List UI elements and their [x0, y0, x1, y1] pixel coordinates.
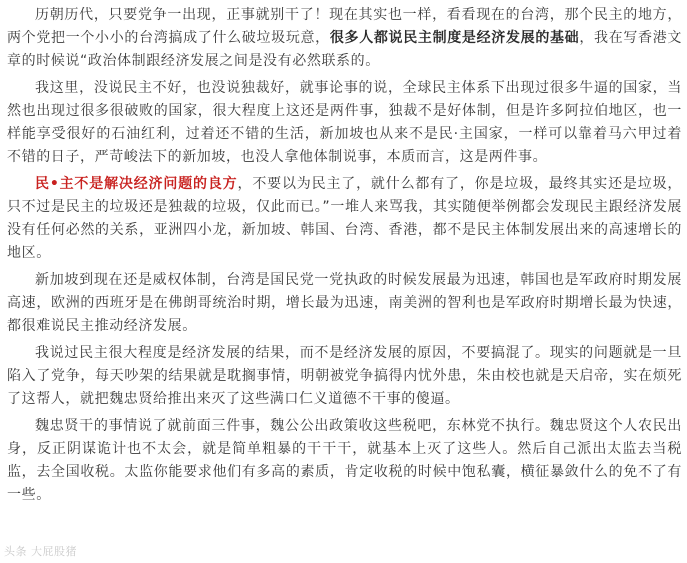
paragraph-3 [7, 173, 682, 265]
red-highlight: 民•主不是解决经济问题的良方 [35, 176, 238, 192]
paragraph-1-text: 历朝历代，只要党争一出现，正事就别干了！现在其实也一样，看看现在的台湾，那个民主的地方，两个党把一个小小的台湾搞成了什么破垃圾玩意， [7, 7, 682, 46]
paragraph-6: 魏忠贤干的事情说了就前面三件事，魏公公出政策收这些税吧，东林党不执行。魏忠贤这个人农民出身，反正阴谋诡计也不太会，就是简单粗暴的干干干，就基本上灭了这些人。然后自己派出太监去当税监，去全国收税。太监你能要求他们有多高的素质，肯定收税的时候中饱私囊，横征暴敛什么的免不了有一些。 [7, 418, 682, 503]
paragraph-4: 新加坡到现在还是威权体制，台湾是国民党一党执政的时候发展最为迅速，韩国也是军政府时期发展高速，欧洲的西班牙是在佛朗哥统治时期，增长最为迅速，南美洲的智利也是军政府时期增长最为快速，都很难说民主推动经济发展。 [7, 272, 682, 334]
paragraph-1 [7, 4, 682, 73]
paragraph-5: 我说过民主很大程度是经济发展的结果，而不是经济发展的原因，不要搞混了。现实的问题就是一旦陷入了党争，每天吵架的结果就是耽搁事情，明朝被党争搞得内忧外患，朱由校也就是天启帝，实在烦死了这帮人，就把魏忠贤给推出来灭了这些满口仁义道德不干事的傻逼。 [7, 345, 682, 407]
article-body [7, 4, 682, 511]
bold-highlight: 很多人都说民主制度是经济发展的基础 [329, 30, 580, 46]
paragraph-3-text: ，不要以为民主了，就什么都有了，你是垃圾，最终其实还是垃圾，只不过是民主的垃圾还是独裁的垃圾，仅此而已。”一堆人来骂我，其实随便举例都会发现民主跟经济发展没有任何必然的关系，亚洲四小龙，新加坡、韩国、台湾、香港，都不是民主体制发展出来的高速增长的地区。 [7, 176, 682, 261]
paragraph-2: 我这里，没说民主不好，也没说独裁好，就事论事的说，全球民主体系下出现过很多牛逼的国家，当然也出现过很多很破败的国家，很大程度上这还是两件事，独裁不是好体制，但是许多阿拉伯地区，也一样能享受很好的石油红利，过着还不错的生活，新加坡也从来不是民·主国家，一样可以靠着马六甲过着不错的日子，严苛峻法下的新加坡，也没人拿他体制说事，本质而言，这是两件事。 [7, 80, 682, 165]
source-watermark: 头条 大屁股猪 [4, 545, 77, 558]
paragraph-1-text-end: ，我在写香港文章的时候说“政治体制跟经济发展之间是没有必然联系的。 [7, 30, 682, 69]
